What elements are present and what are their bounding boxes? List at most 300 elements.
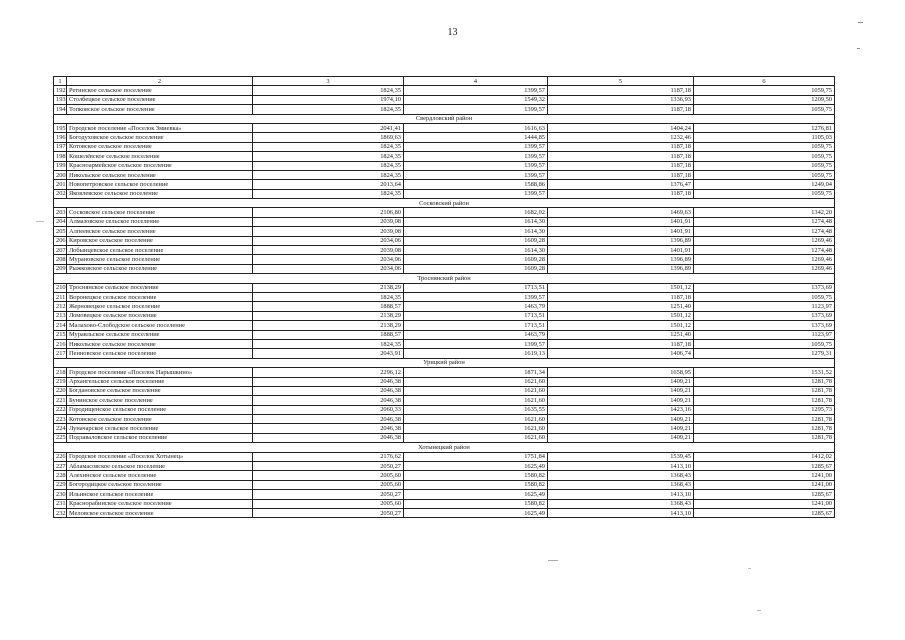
settlement-name: Воронецкое сельское поселение: [67, 292, 253, 301]
value-col5: 1413,10: [548, 462, 694, 471]
value-col3: 2005,60: [253, 480, 404, 489]
settlement-name: Городское поселение «Поселок Змиевка»: [67, 123, 253, 132]
settlement-name: Новопетровское сельское поселение: [67, 180, 253, 189]
value-col5: 1368,43: [548, 499, 694, 508]
settlement-name: Абламасовское сельское поселение: [67, 462, 253, 471]
value-col3: 2046,38: [253, 433, 404, 442]
table-row: [54, 433, 835, 442]
value-col3: 2039,08: [253, 217, 404, 226]
row-number: 226: [54, 452, 67, 461]
value-col4: 1463,79: [404, 302, 548, 311]
value-col4: 1614,30: [404, 227, 548, 236]
scan-speck: [748, 568, 751, 569]
value-col6: 1249,04: [694, 180, 835, 189]
value-col5: 1658,95: [548, 368, 694, 377]
district-name: Свердловский район: [54, 114, 835, 123]
scan-speck: [857, 48, 860, 49]
value-col6: 1123,97: [694, 330, 835, 339]
value-col4: 1621,60: [404, 377, 548, 386]
table-body: [54, 77, 835, 518]
row-number: 201: [54, 180, 67, 189]
value-col4: 1399,57: [404, 105, 548, 114]
value-col5: 1409,21: [548, 433, 694, 442]
table-row: [54, 283, 835, 292]
settlement-name: Сосковское сельское поселение: [67, 208, 253, 217]
value-col3: 2050,27: [253, 508, 404, 517]
value-col5: 1409,21: [548, 377, 694, 386]
row-number: 227: [54, 462, 67, 471]
settlement-name: Меловское сельское поселение: [67, 508, 253, 517]
settlement-name: Богородицкое сельское поселение: [67, 480, 253, 489]
value-col3: 1824,35: [253, 105, 404, 114]
value-col5: 1187,18: [548, 86, 694, 95]
row-number: 217: [54, 349, 67, 358]
value-col3: 2046,38: [253, 386, 404, 395]
value-col6: 1373,69: [694, 283, 835, 292]
value-col6: 1285,67: [694, 462, 835, 471]
value-col6: 1269,46: [694, 264, 835, 273]
table-row: [54, 217, 835, 226]
value-col3: 2050,27: [253, 462, 404, 471]
value-col4: 1621,60: [404, 386, 548, 395]
value-col5: 1187,18: [548, 152, 694, 161]
value-col6: 1295,73: [694, 405, 835, 414]
settlement-name: Алехинское сельское поселение: [67, 471, 253, 480]
value-col6: 1059,75: [694, 339, 835, 348]
settlement-name: Красноармейское сельское поселение: [67, 161, 253, 170]
row-number: 209: [54, 264, 67, 273]
scan-speck: [548, 560, 558, 561]
row-number: 225: [54, 433, 67, 442]
row-number: 210: [54, 283, 67, 292]
table-row: [54, 349, 835, 358]
row-number: 223: [54, 415, 67, 424]
value-col4: 1621,60: [404, 415, 548, 424]
settlement-name: Алпеевское сельское поселение: [67, 227, 253, 236]
row-number: 214: [54, 321, 67, 330]
settlement-name: Ломовецкое сельское поселение: [67, 311, 253, 320]
value-col4: 1621,60: [404, 424, 548, 433]
value-col3: 2138,29: [253, 311, 404, 320]
table-row: [54, 302, 835, 311]
district-name: Урицкий район: [54, 358, 835, 367]
settlement-name: Яковлевское сельское поселение: [67, 189, 253, 198]
table-row: [54, 311, 835, 320]
value-col6: 1274,48: [694, 217, 835, 226]
value-col4: 1871,34: [404, 368, 548, 377]
value-col5: 1413,10: [548, 490, 694, 499]
value-col4: 1625,49: [404, 508, 548, 517]
value-col4: 1619,13: [404, 349, 548, 358]
value-col4: 1580,82: [404, 480, 548, 489]
value-col5: 1404,24: [548, 123, 694, 132]
scan-speck: [36, 221, 44, 222]
value-col5: 1409,21: [548, 396, 694, 405]
value-col5: 1187,18: [548, 142, 694, 151]
value-col6: 1105,03: [694, 133, 835, 142]
settlement-name: Кировское сельское поселение: [67, 236, 253, 245]
value-col3: 2296,12: [253, 368, 404, 377]
district-row: [54, 358, 835, 367]
value-col3: 2138,29: [253, 283, 404, 292]
column-number: 2: [67, 77, 253, 86]
row-number: 200: [54, 170, 67, 179]
table-row: [54, 95, 835, 104]
settlement-name: Городищенское сельское поселение: [67, 405, 253, 414]
row-number: 211: [54, 292, 67, 301]
table-row: [54, 499, 835, 508]
value-col3: 2176,62: [253, 452, 404, 461]
settlement-name: Малахово-Слободское сельское поселение: [67, 321, 253, 330]
settlement-name: Троснянское сельское поселение: [67, 283, 253, 292]
settlement-name: Никольское сельское поселение: [67, 339, 253, 348]
row-number: 198: [54, 152, 67, 161]
row-number: 220: [54, 386, 67, 395]
value-col5: 1501,12: [548, 321, 694, 330]
value-col5: 1251,40: [548, 302, 694, 311]
settlement-name: Краснорабинское сельское поселение: [67, 499, 253, 508]
row-number: 228: [54, 471, 67, 480]
district-row: [54, 443, 835, 452]
value-col4: 1588,86: [404, 180, 548, 189]
value-col4: 1713,51: [404, 283, 548, 292]
table-row: [54, 246, 835, 255]
value-col6: 1241,00: [694, 471, 835, 480]
table-row: [54, 405, 835, 414]
value-col5: 1396,89: [548, 255, 694, 264]
value-col3: 2041,41: [253, 123, 404, 132]
value-col6: 1412,02: [694, 452, 835, 461]
value-col3: 1888,57: [253, 302, 404, 311]
settlement-name: Рыжковское сельское поселение: [67, 264, 253, 273]
settlement-name: Архангельское сельское поселение: [67, 377, 253, 386]
value-col3: 2005,60: [253, 499, 404, 508]
value-col5: 1368,43: [548, 480, 694, 489]
table-row: [54, 133, 835, 142]
value-col4: 1621,60: [404, 396, 548, 405]
settlement-name: Котовское сельское поселение: [67, 415, 253, 424]
table-row: [54, 170, 835, 179]
row-number: 192: [54, 86, 67, 95]
settlement-name: Лобынцевское сельское поселение: [67, 246, 253, 255]
value-col5: 1401,91: [548, 227, 694, 236]
value-col6: 1274,48: [694, 227, 835, 236]
value-col6: 1274,48: [694, 246, 835, 255]
row-number: 207: [54, 246, 67, 255]
row-number: 230: [54, 490, 67, 499]
value-col5: 1409,21: [548, 424, 694, 433]
column-number: 3: [253, 77, 404, 86]
table-row: [54, 227, 835, 236]
tariff-table: [53, 76, 835, 518]
table-row: [54, 152, 835, 161]
table-row: [54, 462, 835, 471]
value-col3: 2005,60: [253, 471, 404, 480]
value-col3: 2106,80: [253, 208, 404, 217]
value-col5: 1396,89: [548, 236, 694, 245]
value-col3: 2034,06: [253, 255, 404, 264]
settlement-name: Богдановское сельское поселение: [67, 386, 253, 395]
value-col3: 2046,38: [253, 396, 404, 405]
table-row: [54, 339, 835, 348]
settlement-name: Городское поселение «Поселок Нарышкино»: [67, 368, 253, 377]
value-col4: 1463,79: [404, 330, 548, 339]
value-col4: 1580,82: [404, 499, 548, 508]
row-number: 204: [54, 217, 67, 226]
page-number: 13: [447, 27, 458, 38]
value-col4: 1621,60: [404, 433, 548, 442]
value-col5: 1187,18: [548, 189, 694, 198]
value-col6: 1269,46: [694, 236, 835, 245]
value-col4: 1399,57: [404, 142, 548, 151]
value-col3: 2039,08: [253, 246, 404, 255]
district-name: Троснянский район: [54, 274, 835, 283]
table-row: [54, 123, 835, 132]
row-number: 203: [54, 208, 67, 217]
row-number: 218: [54, 368, 67, 377]
settlement-name: Кошелёвское сельское поселение: [67, 152, 253, 161]
value-col3: 2043,91: [253, 349, 404, 358]
value-col3: 1824,35: [253, 161, 404, 170]
value-col4: 1399,57: [404, 170, 548, 179]
row-number: 221: [54, 396, 67, 405]
value-col3: 2034,06: [253, 264, 404, 273]
value-col4: 1609,28: [404, 236, 548, 245]
value-col4: 1713,51: [404, 321, 548, 330]
row-number: 219: [54, 377, 67, 386]
settlement-name: Жерновецкое сельское поселение: [67, 302, 253, 311]
table-row: [54, 264, 835, 273]
value-col5: 1469,63: [548, 208, 694, 217]
row-number: 195: [54, 123, 67, 132]
value-col6: 1241,00: [694, 480, 835, 489]
value-col3: 2046,38: [253, 377, 404, 386]
value-col5: 1501,12: [548, 283, 694, 292]
value-col4: 1399,57: [404, 189, 548, 198]
value-col6: 1269,46: [694, 255, 835, 264]
value-col3: 2046,38: [253, 424, 404, 433]
value-col3: 2013,64: [253, 180, 404, 189]
value-col5: 1539,45: [548, 452, 694, 461]
table-row: [54, 377, 835, 386]
value-col4: 1616,63: [404, 123, 548, 132]
value-col3: 2039,08: [253, 227, 404, 236]
table-row: [54, 508, 835, 517]
table-row: [54, 480, 835, 489]
value-col3: 1888,57: [253, 330, 404, 339]
row-number: 208: [54, 255, 67, 264]
value-col6: 1059,75: [694, 105, 835, 114]
table-row: [54, 255, 835, 264]
scan-speck: [757, 610, 761, 611]
value-col3: 1824,35: [253, 86, 404, 95]
value-col6: 1279,31: [694, 349, 835, 358]
value-col4: 1635,55: [404, 405, 548, 414]
value-col3: 1824,35: [253, 152, 404, 161]
column-number: 1: [54, 77, 67, 86]
value-col4: 1614,30: [404, 217, 548, 226]
value-col6: 1059,75: [694, 86, 835, 95]
settlement-name: Алмазовское сельское поселение: [67, 217, 253, 226]
value-col6: 1281,78: [694, 415, 835, 424]
value-col6: 1281,78: [694, 386, 835, 395]
table-row: [54, 386, 835, 395]
value-col5: 1187,18: [548, 161, 694, 170]
settlement-name: Богодуховское сельское поселение: [67, 133, 253, 142]
value-col3: 1974,10: [253, 95, 404, 104]
table-row: [54, 142, 835, 151]
value-col4: 1614,30: [404, 246, 548, 255]
value-col6: 1373,69: [694, 321, 835, 330]
value-col5: 1396,89: [548, 264, 694, 273]
table-row: [54, 161, 835, 170]
value-col6: 1241,00: [694, 499, 835, 508]
value-col6: 1059,75: [694, 152, 835, 161]
value-col4: 1609,28: [404, 255, 548, 264]
column-number: 4: [404, 77, 548, 86]
settlement-name: Котовское сельское поселение: [67, 142, 253, 151]
value-col5: 1409,21: [548, 386, 694, 395]
district-row: [54, 114, 835, 123]
scan-speck: [858, 22, 863, 23]
value-col5: 1187,18: [548, 292, 694, 301]
value-col3: 1824,35: [253, 170, 404, 179]
settlement-name: Пенновское сельское поселение: [67, 349, 253, 358]
table-row: [54, 452, 835, 461]
value-col3: 2046,38: [253, 415, 404, 424]
column-number-row: [54, 77, 835, 86]
value-col5: 1406,74: [548, 349, 694, 358]
settlement-name: Ильинское сельское поселение: [67, 490, 253, 499]
row-number: 229: [54, 480, 67, 489]
value-col6: 1373,69: [694, 311, 835, 320]
value-col6: 1209,50: [694, 95, 835, 104]
settlement-name: Луначарское сельское поселение: [67, 424, 253, 433]
table-row: [54, 490, 835, 499]
value-col4: 1399,57: [404, 339, 548, 348]
table-row: [54, 189, 835, 198]
settlement-name: Подзаваловское сельское поселение: [67, 433, 253, 442]
value-col6: 1281,78: [694, 377, 835, 386]
value-col4: 1399,57: [404, 86, 548, 95]
row-number: 193: [54, 95, 67, 104]
value-col3: 2060,33: [253, 405, 404, 414]
value-col5: 1401,91: [548, 246, 694, 255]
table-row: [54, 330, 835, 339]
table-row: [54, 368, 835, 377]
settlement-name: Бунинское сельское поселение: [67, 396, 253, 405]
value-col3: 2138,29: [253, 321, 404, 330]
column-number: 6: [694, 77, 835, 86]
value-col3: 1824,35: [253, 142, 404, 151]
value-col4: 1625,49: [404, 490, 548, 499]
table-row: [54, 292, 835, 301]
value-col4: 1751,84: [404, 452, 548, 461]
row-number: 215: [54, 330, 67, 339]
value-col5: 1413,10: [548, 508, 694, 517]
value-col5: 1251,40: [548, 330, 694, 339]
value-col4: 1609,28: [404, 264, 548, 273]
row-number: 205: [54, 227, 67, 236]
value-col5: 1187,18: [548, 170, 694, 179]
value-col5: 1187,18: [548, 339, 694, 348]
value-col4: 1399,57: [404, 292, 548, 301]
value-col3: 1824,35: [253, 292, 404, 301]
value-col5: 1376,47: [548, 180, 694, 189]
settlement-name: Топковское сельское поселение: [67, 105, 253, 114]
settlement-name: Городское поселение «Поселок Хотынец»: [67, 452, 253, 461]
district-row: [54, 274, 835, 283]
value-col4: 1580,82: [404, 471, 548, 480]
row-number: 197: [54, 142, 67, 151]
table-row: [54, 105, 835, 114]
row-number: 196: [54, 133, 67, 142]
value-col4: 1399,57: [404, 152, 548, 161]
value-col3: 2050,27: [253, 490, 404, 499]
value-col5: 1336,93: [548, 95, 694, 104]
value-col4: 1549,32: [404, 95, 548, 104]
value-col4: 1713,51: [404, 311, 548, 320]
value-col6: 1531,52: [694, 368, 835, 377]
value-col6: 1281,78: [694, 396, 835, 405]
settlement-name: Никольское сельское поселение: [67, 170, 253, 179]
value-col6: 1123,97: [694, 302, 835, 311]
value-col4: 1444,85: [404, 133, 548, 142]
row-number: 206: [54, 236, 67, 245]
value-col6: 1342,20: [694, 208, 835, 217]
value-col6: 1059,75: [694, 292, 835, 301]
table-row: [54, 321, 835, 330]
value-col3: 1824,35: [253, 339, 404, 348]
value-col5: 1232,46: [548, 133, 694, 142]
value-col3: 2034,06: [253, 236, 404, 245]
value-col3: 1824,35: [253, 189, 404, 198]
value-col6: 1059,75: [694, 189, 835, 198]
value-col5: 1423,16: [548, 405, 694, 414]
value-col6: 1276,81: [694, 123, 835, 132]
settlement-name: Мурановское сельское поселение: [67, 255, 253, 264]
row-number: 222: [54, 405, 67, 414]
table-row: [54, 471, 835, 480]
district-name: Хотынецкий район: [54, 443, 835, 452]
table-row: [54, 415, 835, 424]
district-row: [54, 199, 835, 208]
value-col5: 1501,12: [548, 311, 694, 320]
row-number: 232: [54, 508, 67, 517]
row-number: 213: [54, 311, 67, 320]
value-col5: 1409,21: [548, 415, 694, 424]
value-col6: 1285,67: [694, 490, 835, 499]
table-row: [54, 208, 835, 217]
table-row: [54, 86, 835, 95]
value-col3: 1869,63: [253, 133, 404, 142]
value-col6: 1059,75: [694, 142, 835, 151]
row-number: 199: [54, 161, 67, 170]
row-number: 202: [54, 189, 67, 198]
row-number: 194: [54, 105, 67, 114]
settlement-name: Ретинское сельское поселение: [67, 86, 253, 95]
value-col6: 1059,75: [694, 170, 835, 179]
value-col6: 1285,67: [694, 508, 835, 517]
value-col4: 1682,02: [404, 208, 548, 217]
value-col5: 1187,18: [548, 105, 694, 114]
district-name: Сосковский район: [54, 199, 835, 208]
column-number: 5: [548, 77, 694, 86]
value-col4: 1399,57: [404, 161, 548, 170]
table-row: [54, 236, 835, 245]
value-col6: 1281,78: [694, 424, 835, 433]
value-col5: 1368,43: [548, 471, 694, 480]
